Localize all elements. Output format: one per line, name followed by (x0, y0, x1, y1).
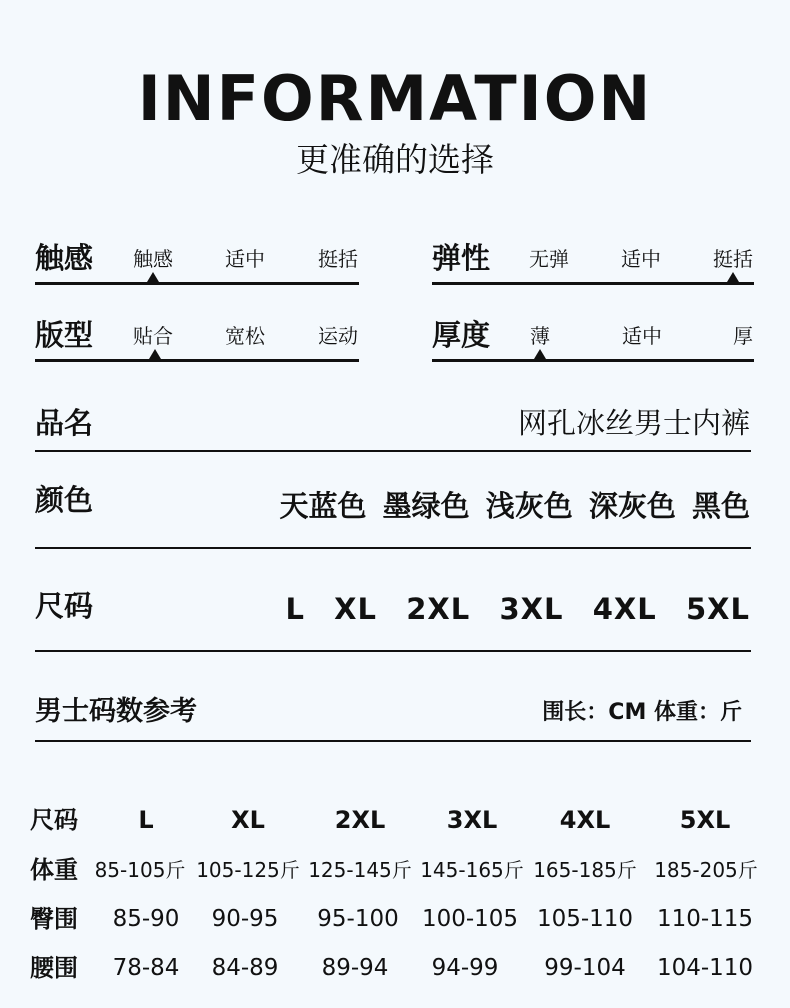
table-header-row (30, 798, 765, 846)
scale-option: 挺括 (318, 247, 358, 271)
scale-line (35, 359, 359, 362)
table-cell: 165-185斤 (533, 858, 637, 882)
scale-thickness (432, 315, 754, 365)
table-row (30, 946, 765, 994)
size-option: 5XL (685, 592, 750, 626)
size-option: 3XL (499, 592, 564, 626)
table-cell: 110-115 (656, 906, 754, 932)
size-option: L (285, 592, 305, 626)
scale-option: 运动 (318, 324, 358, 348)
scale-label: 触感 (35, 241, 94, 275)
scale-option: 挺括 (713, 247, 753, 271)
table-header-cell: 3XL (446, 806, 498, 834)
table-row (30, 848, 765, 896)
table-cell: 100-105 (421, 906, 519, 932)
scale-option: 无弹 (529, 247, 569, 271)
table-header-cell: 4XL (559, 806, 611, 834)
color-option: 黑色 (691, 489, 750, 523)
scale-option: 适中 (622, 324, 662, 348)
table-header-cell: 2XL (334, 806, 386, 834)
table-cell: 145-165斤 (420, 858, 524, 882)
scale-marker-icon (149, 349, 161, 359)
scale-line (35, 282, 359, 285)
table-cell: 105-110 (536, 906, 634, 932)
table-cell: 125-145斤 (308, 858, 412, 882)
page-title: INFORMATION (137, 62, 653, 135)
table-cell: 95-100 (317, 906, 399, 932)
scale-line (432, 359, 754, 362)
scale-label: 版型 (35, 318, 94, 352)
scale-marker-icon (147, 272, 159, 282)
scale-label: 弹性 (432, 241, 491, 275)
table-cell: 85-90 (112, 906, 180, 932)
color-option: 浅灰色 (485, 489, 573, 523)
size-reference-units: 围长：CM 体重：斤 (542, 700, 742, 725)
divider (35, 547, 751, 549)
scale-option: 薄 (530, 324, 550, 348)
page-subtitle: 更准确的选择 (296, 140, 494, 179)
table-header-cell: L (138, 806, 154, 834)
table-cell: 90-95 (211, 906, 279, 932)
scale-marker-icon (534, 349, 546, 359)
scale-marker-icon (727, 272, 739, 282)
scale-line (432, 282, 754, 285)
table-row (30, 897, 765, 945)
color-option: 墨绿色 (382, 489, 470, 523)
divider (35, 450, 751, 452)
product-name-label: 品名 (35, 406, 94, 440)
size-option: 4XL (592, 592, 657, 626)
table-row-label: 臀围 (30, 905, 78, 933)
table-cell: 78-84 (112, 955, 180, 981)
table-cell: 185-205斤 (654, 858, 758, 882)
scale-label: 厚度 (432, 318, 491, 352)
table-cell: 94-99 (431, 955, 499, 981)
scale-fit (35, 315, 359, 365)
size-list (265, 589, 750, 629)
size-reference-title: 男士码数参考 (35, 696, 197, 727)
table-header-cell: 5XL (679, 806, 731, 834)
scale-elasticity (432, 238, 754, 288)
color-option: 深灰色 (588, 489, 676, 523)
table-cell: 84-89 (211, 955, 279, 981)
product-name-value: 网孔冰丝男士内裤 (517, 406, 750, 440)
table-cell: 89-94 (321, 955, 389, 981)
table-cell: 99-104 (544, 955, 626, 981)
table-row-label: 腰围 (30, 954, 78, 982)
table-cell: 105-125斤 (196, 858, 300, 882)
scale-touch (35, 238, 359, 288)
size-label: 尺码 (35, 589, 94, 623)
table-row-label: 尺码 (30, 806, 78, 834)
scale-option: 触感 (133, 247, 173, 271)
color-option: 天蓝色 (279, 489, 367, 523)
table-header-cell: XL (231, 806, 265, 834)
scale-option: 适中 (621, 247, 661, 271)
divider (35, 740, 751, 742)
color-label: 颜色 (35, 483, 94, 517)
table-row-label: 体重 (30, 856, 78, 884)
scale-option: 贴合 (133, 324, 173, 348)
divider (35, 650, 751, 652)
color-list (279, 486, 750, 526)
table-cell: 104-110 (656, 955, 754, 981)
scale-option: 适中 (225, 247, 265, 271)
scale-option: 宽松 (225, 324, 265, 348)
table-cell: 85-105斤 (94, 858, 186, 882)
size-option: 2XL (406, 592, 471, 626)
size-option: XL (334, 592, 377, 626)
scale-option: 厚 (733, 324, 753, 348)
